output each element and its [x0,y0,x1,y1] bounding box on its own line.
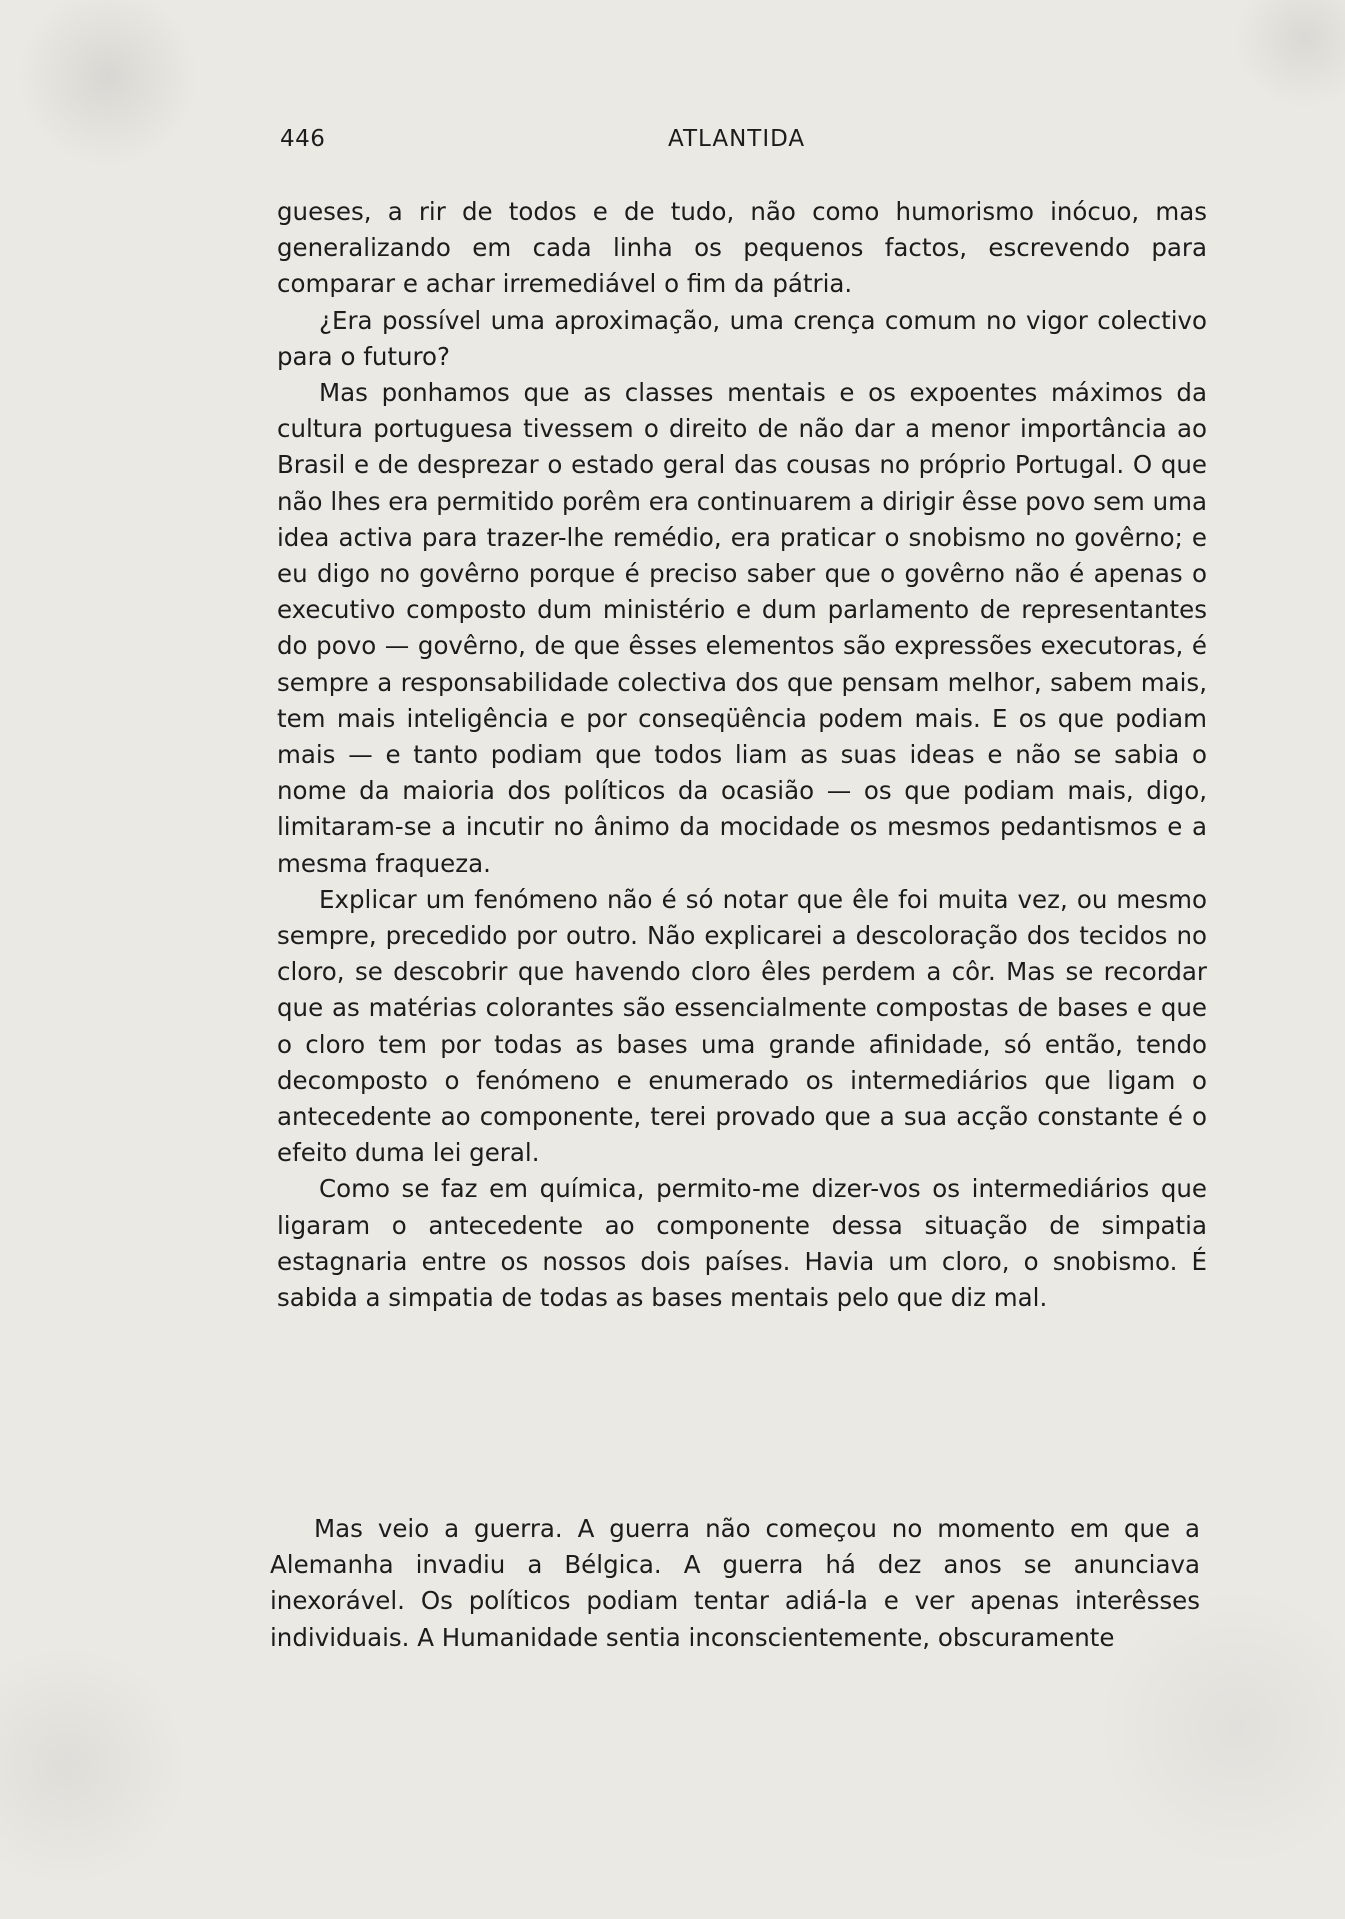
paragraph-6: Mas veio a guerra. A guerra não começou no momento em que a Alemanha invadiu a Bélgica. A guerra há dez anos se anunciava inexorável. Os políticos podiam tentar adiá-la e ver apenas interêsses individuais. A Humanidade sentia inconscientemente, obscuramente [270,1514,1200,1652]
paragraph-3: Mas ponhamos que as classes mentais e os expoentes máximos da cultura portuguesa tivessem o direito de não dar a menor importância ao Brasil e de desprezar o estado geral das cousas no próprio Portugal. O que não lhes era permitido porêm era continuarem a dirigir êsse povo sem uma idea activa para trazer-lhe remédio, era praticar o snobismo no govêrno; e eu digo no govêrno porque é preciso saber que o govêrno não é apenas o executivo composto dum ministério e dum parlamento de representantes do povo — govêrno, de que êsses elementos são expressões executoras, é sempre a responsabilidade colectiva dos que pensam melhor, sabem mais, tem mais inteligência e por conseqüência podem mais. E os que podiam mais — e tanto podiam que todos liam as suas ideas e não se sabia o nome da maioria dos políticos da ocasião — os que podiam mais, digo, limitaram-se a incutir no ânimo da mocidade os mesmos pedantismos e a mesma fraqueza. [277,378,1207,878]
paragraph-2: ¿Era possível uma aproximação, uma crença comum no vigor colectivo para o futuro? [277,305,1207,371]
paragraph-5: Como se faz em química, permito-me dizer-vos os intermediários que ligaram o antecedente ao componente dessa situação de simpatia estagnaria entre os nossos dois países. Havia um cloro, o snobismo. É sabida a simpatia de todas as bases mentais pelo que diz mal. [277,1174,1207,1313]
paragraph-1: gueses, a rir de todos e de tudo, não como humorismo inócuo, mas generalizando em cada linha os pequenos factos, escrevendo para comparar e achar irremediável o fim da pátria. [277,197,1207,299]
main-text-block [277,194,1207,1316]
page-header [280,126,1200,166]
page-number: 446 [280,126,326,152]
running-title: ATLANTIDA [668,126,806,152]
paragraph-4: Explicar um fenómeno não é só notar que êle foi muita vez, ou mesmo sempre, precedido por outro. Não explicarei a descoloração dos tecidos no cloro, se descobrir que havendo cloro êles perdem a côr. Mas se recordar que as matérias colorantes são essencialmente compostas de bases e que o cloro tem por todas as bases uma grande afinidade, só então, tendo decomposto o fenómeno e enumerado os intermediários que ligam o antecedente ao componente, terei provado que a sua acção constante é o efeito duma lei geral. [277,884,1207,1168]
section-text-block [270,1511,1200,1656]
